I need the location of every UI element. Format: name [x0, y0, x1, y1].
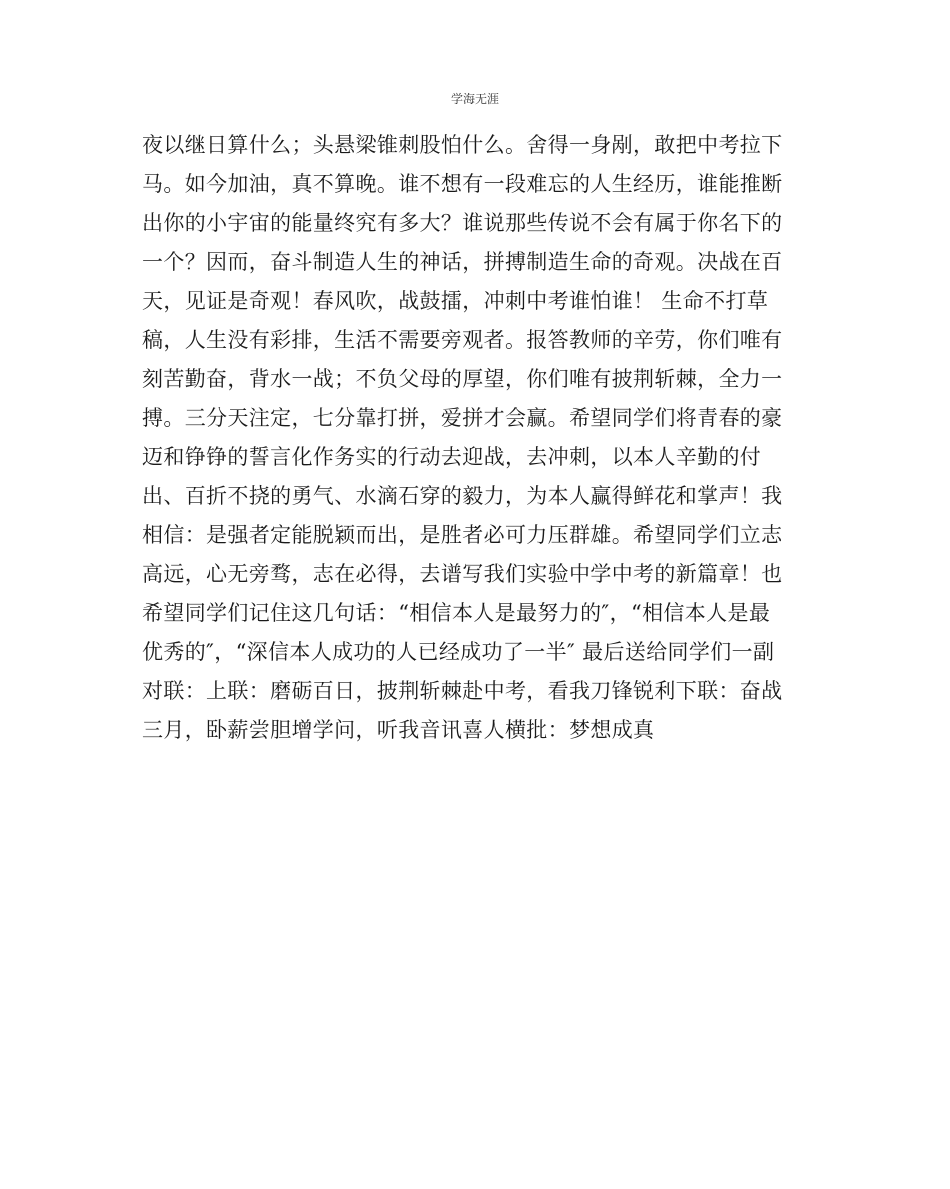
text-line: 迈和铮铮的誓言化作务实的行动去迎战，去冲刺，以本人辛勤的付 — [142, 445, 762, 469]
text-line: 一个？因而，奋斗制造人生的神话，拼搏制造生命的奇观。决战在百 — [142, 250, 783, 274]
text-line: 三月，卧薪尝胆增学问，听我音讯喜人横批：梦想成真 — [142, 718, 655, 742]
text-line: 天，见证是奇观！春风吹，战鼓擂，冲刺中考谁怕谁！ 生命不打草 — [142, 289, 769, 313]
text-line: 稿，人生没有彩排，生活不需要旁观者。报答教师的辛劳，你们唯有 — [142, 328, 783, 352]
text-line: 马。如今加油，真不算晚。谁不想有一段难忘的人生经历，谁能推断 — [142, 172, 783, 196]
text-line: 希望同学们记住这几句话：“相信本人是最努力的″，“相信本人是最 — [142, 601, 771, 625]
page-header: 学海无涯 — [450, 92, 499, 106]
text-line: 夜以继日算什么；头悬梁锥刺股怕什么。舍得一身剐，敢把中考拉下 — [142, 133, 783, 157]
body-text — [142, 126, 812, 750]
text-line: 优秀的″，“深信本人成功的人已经成功了一半″ 最后送给同学们一副 — [142, 640, 775, 664]
text-line: 出你的小宇宙的能量终究有多大？谁说那些传说不会有属于你名下的 — [142, 211, 783, 235]
text-line: 对联：上联：磨砺百日，披荆斩棘赴中考，看我刀锋锐利下联：奋战 — [142, 679, 783, 703]
text-line: 相信：是强者定能脱颖而出，是胜者必可力压群雄。希望同学们立志 — [142, 523, 783, 547]
text-line: 出、百折不挠的勇气、水滴石穿的毅力，为本人赢得鲜花和掌声！我 — [142, 484, 783, 508]
text-line: 刻苦勤奋，背水一战；不负父母的厚望，你们唯有披荆斩棘，全力一 — [142, 367, 783, 391]
text-line: 搏。三分天注定，七分靠打拼，爱拼才会赢。希望同学们将青春的豪 — [142, 406, 783, 430]
text-line: 高远，心无旁骛，志在必得，去谱写我们实验中学中考的新篇章！也 — [142, 562, 783, 586]
